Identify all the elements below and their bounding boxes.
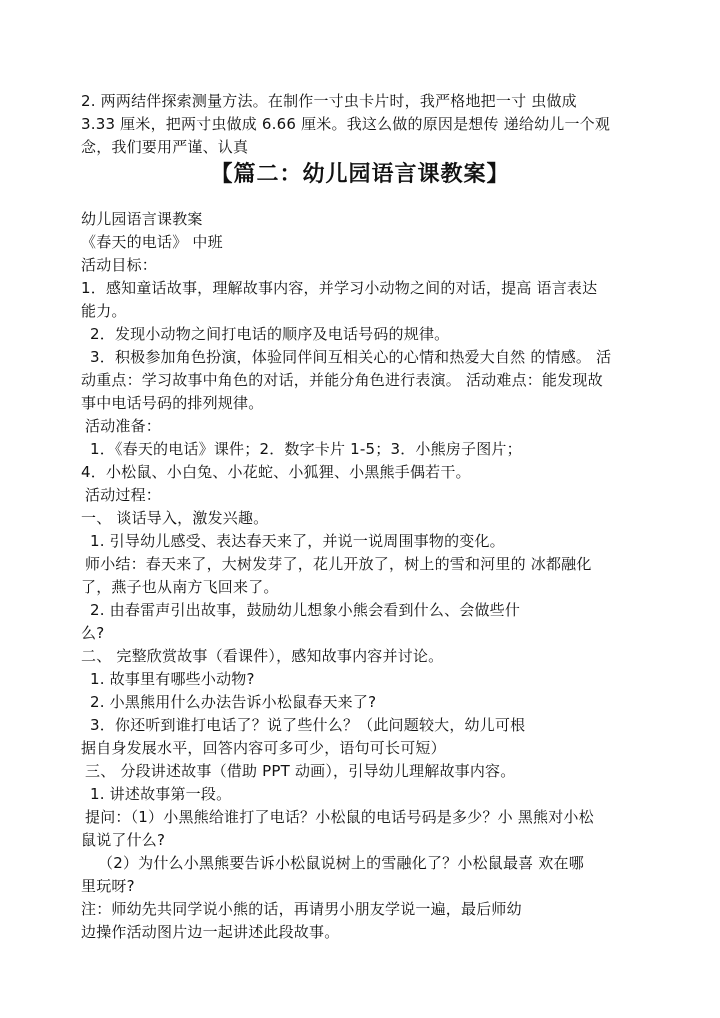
body-line-29: （2）为什么小黑熊要告诉小松鼠说树上的雪融化了？小松鼠最喜 欢在哪 [98,854,584,872]
section-heading: 【篇二：幼儿园语言课教案】 [210,162,510,187]
body-line-13: 活动过程： [85,486,162,504]
intro-line-3: 念，我们要用严谨、认真 [81,138,249,156]
body-line-18: 2. 由春雷声引出故事，鼓励幼儿想象小熊会看到什么、会做些什 [90,601,521,619]
body-line-12: 4．小松鼠、小白兔、小花蛇、小狐狸、小黑熊手偶若干。 [81,463,471,481]
intro-line-1: 2. 两两结伴探索测量方法。在制作一寸虫卡片时，我严格地把一寸 虫做成 [81,92,577,110]
body-line-21: 1. 故事里有哪些小动物? [90,670,255,688]
body-line-17: 了，燕子也从南方飞回来了。 [81,578,279,596]
body-line-15: 1. 引导幼儿感受、表达春天来了，并说一说周围事物的变化。 [90,532,505,550]
body-line-27: 提问：（1）小黑熊给谁打了电话？小松鼠的电话号码是多少？小 黑熊对小松 [85,808,594,826]
body-line-10: 活动准备： [85,417,162,435]
body-line-8: 动重点：学习故事中角色的对话，并能分角色进行表演。 活动难点：能发现故 [81,371,603,389]
body-line-1: 幼儿园语言课教案 [81,210,203,228]
body-line-19: 么? [81,624,105,642]
body-line-7: 3．积极参加角色扮演，体验同伴间互相关心的心情和热爱大自然 的情感。 活 [90,348,612,366]
body-line-22: 2. 小黑熊用什么办法告诉小松鼠春天来了? [90,693,377,711]
body-line-30: 里玩呀? [81,877,135,895]
body-line-31: 注：师幼先共同学说小熊的话，再请男小朋友学说一遍，最后师幼 [81,900,522,918]
body-line-28: 鼠说了什么? [81,831,166,849]
body-line-26: 1. 讲述故事第一段。 [90,785,232,803]
body-line-16: 师小结：春天来了，大树发芽了，花儿开放了，树上的雪和河里的 冰都融化 [85,555,592,573]
body-line-3: 活动目标： [81,256,158,274]
body-line-20: 二、 完整欣赏故事（看课件），感知故事内容并讨论。 [81,647,444,665]
body-line-32: 边操作活动图片边一起讲述此段故事。 [81,923,340,941]
intro-line-2: 3.33 厘米，把两寸虫做成 6.66 厘米。我这么做的原因是想传 递给幼儿一个观 [81,115,611,133]
body-line-24: 据自身发展水平，回答内容可多可少，语句可长可短） [81,739,446,757]
body-line-4: 1．感知童话故事，理解故事内容，并学习小动物之间的对话，提高 语言表达 [81,279,598,297]
body-line-5: 能力。 [81,302,127,320]
body-line-6: 2．发现小动物之间打电话的顺序及电话号码的规律。 [90,325,450,343]
body-line-11: 1．《春天的电话》课件；2．数字卡片 1-5；3．小熊房子图片； [90,440,522,458]
body-line-2: 《春天的电话》 中班 [81,233,223,251]
body-line-9: 事中电话号码的排列规律。 [81,394,264,412]
body-line-23: 3．你还听到谁打电话了？说了些什么？（此问题较大，幼儿可根 [90,716,526,734]
body-line-25: 三、 分段讲述故事（借助 PPT 动画），引导幼儿理解故事内容。 [85,762,516,780]
body-line-14: 一、 谈话导入，激发兴趣。 [81,509,269,527]
